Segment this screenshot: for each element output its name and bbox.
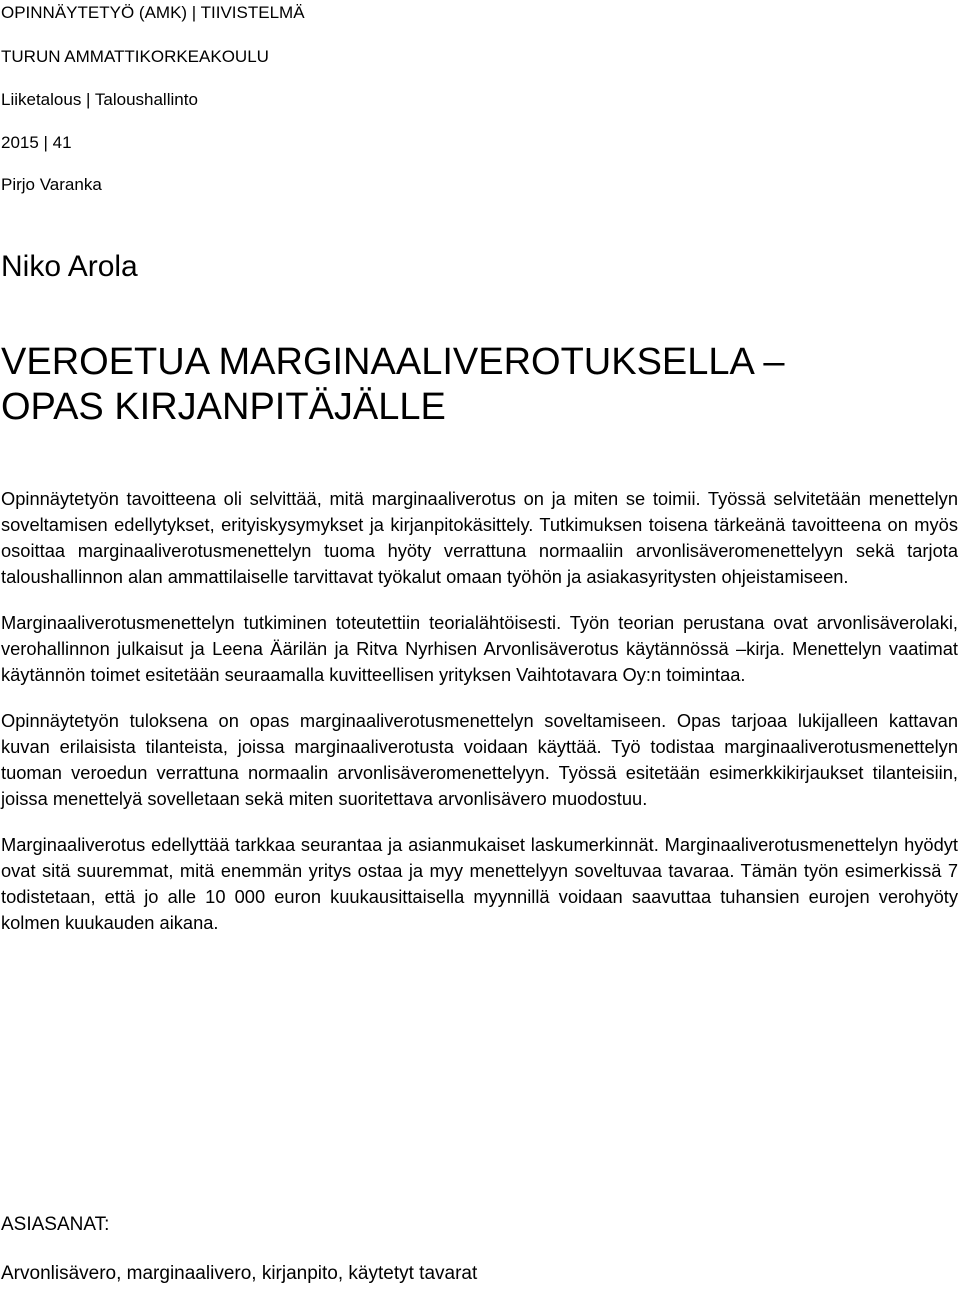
thesis-title-line-2: OPAS KIRJANPITÄJÄLLE [1, 386, 446, 428]
keywords-heading: ASIASANAT: [1, 1214, 110, 1235]
abstract-paragraph-3: Opinnäytetyön tuloksena on opas marginaaliverotusmenettelyn soveltamiseen. Opas tarjoaa lukijalleen kattavan kuvan erilaisista tilanteista, joissa marginaaliverotusta voidaan käyttää. Työ todistaa marginaaliverotusmenettelyn tuoman veroedun verrattuna normaalin arvonlisäveromenettelyyn. Työssä esitetään esimerkkikirjaukset tilanteisiin, joissa menettelyä sovelletaan sekä miten suoritettava arvonlisävero muodostuu. [1, 710, 958, 809]
keywords-list: Arvonlisävero, marginaalivero, kirjanpito, käytetyt tavarat [1, 1263, 478, 1284]
thesis-title-line-1: VEROETUA MARGINAALIVEROTUKSELLA – [1, 341, 785, 383]
document-type: OPINNÄYTETYÖ (AMK) | TIIVISTELMÄ [1, 3, 305, 22]
supervisor-name: Pirjo Varanka [1, 175, 102, 194]
degree-program: Liiketalous | Taloushallinto [1, 90, 198, 109]
abstract-paragraph-2: Marginaaliverotusmenettelyn tutkiminen toteutettiin teorialähtöisesti. Työn teorian perustana ovat arvonlisäverolaki, verohallinnon julkaisut ja Leena Äärilän ja Ritva Nyrhisen Arvonlisäverotus käytännössä –kirja. Menettelyn vaatimat käytännön toimet esitetään seuraamalla kuvitteellisen yrityksen Vaihtotavara Oy:n toimintaa. [1, 612, 958, 685]
author-name: Niko Arola [1, 250, 138, 283]
abstract-body [1, 486, 958, 956]
abstract-paragraph-4: Marginaaliverotus edellyttää tarkkaa seurantaa ja asianmukaiset laskumerkinnät. Marginaaliverotusmenettelyn hyödyt ovat sitä suuremmat, mitä enemmän yritys ostaa ja myy menettelyyn soveltuvaa tavaraa. Tämän työn esimerkissä 7 todistetaan, että jo alle 10 000 euron kuukausittaisella myynnillä voidaan saavuttaa tuhansien eurojen verohyöty kolmen kuukauden aikana. [1, 834, 958, 933]
abstract-paragraph-1: Opinnäytetyön tavoitteena oli selvittää, mitä marginaaliverotus on ja miten se toimii. Työssä selvitetään menettelyn soveltamisen edellytykset, erityiskysymykset ja kirjanpitokäsittely. Tutkimuksen toisena tärkeänä tavoitteena on myös osoittaa marginaaliverotusmenettelyn tuoma hyöty verrattuna normaaliin arvonlisäveromenettelyyn sekä tarjota taloushallinnon alan ammattilaiselle tarvittavat työkalut omaan työhön ja asiakasyritysten ohjeistamiseen. [1, 488, 958, 587]
year-and-pages: 2015 | 41 [1, 133, 72, 152]
school-name: TURUN AMMATTIKORKEAKOULU [1, 47, 269, 66]
thesis-title [1, 340, 784, 430]
